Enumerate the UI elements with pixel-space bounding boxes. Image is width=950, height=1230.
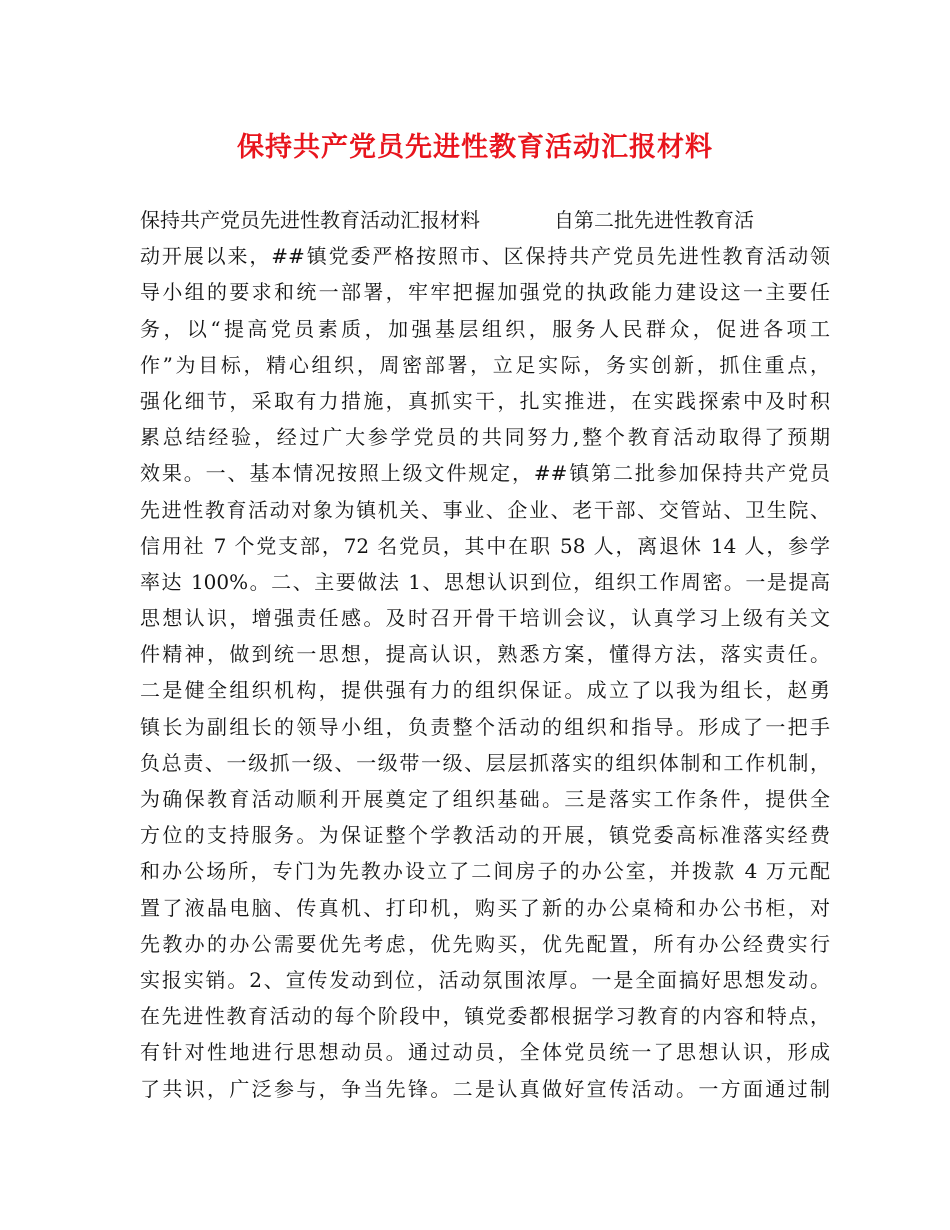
body-line: 件精神，做到统一思想，提高认识，熟悉方案，懂得方法，落实责任。 bbox=[140, 642, 830, 667]
body-line: 在先进性教育活动的每个阶段中，镇党委都根据学习教育的内容和特点， bbox=[140, 1004, 830, 1029]
body-line: 累总结经验，经过广大参学党员的共同努力,整个教育活动取得了预期 bbox=[140, 425, 830, 450]
body-line: 和办公场所，专门为先教办设立了二间房子的办公室，并拨款 4 万元配 bbox=[140, 859, 830, 884]
body-line: 先教办的办公需要优先考虑，优先购买，优先配置，所有办公经费实行 bbox=[140, 931, 830, 956]
body-line: 为确保教育活动顺利开展奠定了组织基础。三是落实工作条件，提供全 bbox=[140, 787, 830, 811]
document-title: 保持共产党员先进性教育活动汇报材料 bbox=[237, 132, 713, 163]
body-line: 镇长为副组长的领导小组，负责整个活动的组织和指导。形成了一把手 bbox=[140, 714, 830, 739]
body-line-1 bbox=[140, 202, 830, 238]
body-line: 思想认识，增强责任感。及时召开骨干培训会议，认真学习上级有关文 bbox=[140, 606, 830, 631]
document-body bbox=[140, 202, 830, 1107]
body-line: 率达 100%。二、主要做法 1、思想认识到位，组织工作周密。一是提高 bbox=[140, 569, 830, 594]
body-line: 二是健全组织机构，提供强有力的组织保证。成立了以我为组长，赵勇 bbox=[140, 678, 830, 703]
body-line-1-left: 保持共产党员先进性教育活动汇报材料 bbox=[140, 208, 480, 232]
body-line: 实报实销。2、宣传发动到位，活动氛围浓厚。一是全面搞好思想发动。 bbox=[140, 967, 830, 992]
body-line: 务，以“提高党员素质，加强基层组织，服务人民群众，促进各项工 bbox=[140, 316, 830, 341]
body-line: 效果。一、基本情况按照上级文件规定，##镇第二批参加保持共产党员 bbox=[140, 461, 830, 486]
body-line: 信用社 7 个党支部，72 名党员，其中在职 58 人，离退休 14 人，参学 bbox=[140, 533, 830, 558]
body-line: 作”为目标，精心组织，周密部署，立足实际，务实创新，抓住重点， bbox=[140, 352, 830, 377]
body-line: 动开展以来，##镇党委严格按照市、区保持共产党员先进性教育活动领 bbox=[140, 244, 830, 269]
body-line-1-right: 自第二批先进性教育活 bbox=[554, 208, 754, 232]
body-line: 先进性教育活动对象为镇机关、事业、企业、老干部、交管站、卫生院、 bbox=[140, 497, 830, 522]
body-line: 强化细节，采取有力措施，真抓实干，扎实推进，在实践探索中及时积 bbox=[140, 388, 830, 413]
body-line: 导小组的要求和统一部署，牢牢把握加强党的执政能力建设这一主要任 bbox=[140, 280, 830, 305]
body-line: 负总责、一级抓一级、一级带一级、层层抓落实的组织体制和工作机制， bbox=[140, 750, 830, 775]
body-line: 置了液晶电脑、传真机、打印机，购买了新的办公桌椅和办公书柜，对 bbox=[140, 895, 830, 920]
body-line: 有针对性地进行思想动员。通过动员，全体党员统一了思想认识，形成 bbox=[140, 1040, 830, 1065]
body-line: 了共识，广泛参与，争当先锋。二是认真做好宣传活动。一方面通过制 bbox=[140, 1076, 830, 1101]
body-line: 方位的支持服务。为保证整个学教活动的开展，镇党委高标准落实经费 bbox=[140, 823, 830, 848]
